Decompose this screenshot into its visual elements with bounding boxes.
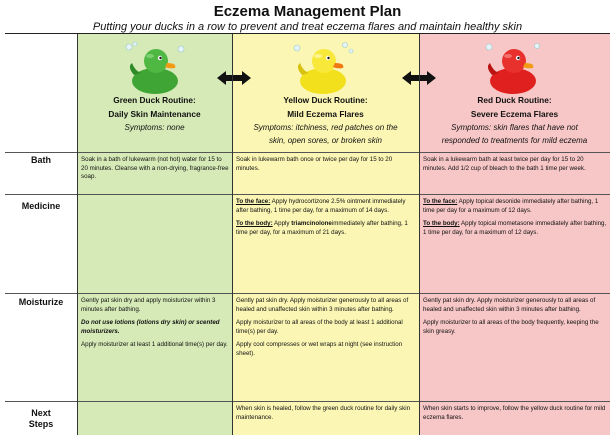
page-title: Eczema Management Plan: [213, 3, 402, 20]
red-subtitle: Severe Eczema Flares: [470, 109, 559, 119]
yellow-body-drug: triamcinolone: [291, 220, 332, 227]
plan-table: [5, 33, 610, 435]
green-subtitle: Daily Skin Maintenance: [108, 109, 201, 119]
red-body-text: Apply topical mometasone immediately after bathing, 1 time per day, for a maximum of 12 days.: [423, 220, 607, 236]
red-face-label: To the face:: [423, 198, 458, 205]
double-arrow-icon: [217, 71, 251, 85]
moisturize-red-cell: [420, 295, 610, 401]
bath-red-cell: Soak in a lukewarm bath at least twice per day for 15 to 20 minutes. Add 1/2 cup of bleach to the bath 1 time per week.: [423, 156, 586, 172]
moisturize-green-p1: Gently pat skin dry and apply moisturizer within 3 minutes after bathing.: [81, 297, 216, 313]
row-label-moisturize: Moisturize: [18, 297, 64, 307]
green-symptoms: Symptoms: none: [124, 123, 185, 132]
green-duck-icon: [125, 41, 187, 97]
next-yellow-cell: When skin is healed, follow the green duck routine for daily skin maintenance.: [236, 405, 411, 421]
moisturize-green-warning: Do not use lotions (lotions dry skin) or scented moisturizers.: [81, 319, 220, 335]
yellow-symptoms-line1: Symptoms: itchiness, red patches on the: [253, 123, 398, 132]
row-label-bath: Bath: [31, 155, 51, 165]
red-title: Red Duck Routine:: [477, 95, 552, 105]
red-column-header: [419, 93, 610, 147]
red-body-label: To the body:: [423, 220, 460, 227]
row-divider: [5, 293, 610, 294]
row-label-next-steps: [5, 408, 77, 430]
yellow-title: Yellow Duck Routine:: [283, 95, 368, 105]
red-symptoms-line2: responded to treatments for mild eczema: [441, 136, 588, 145]
red-symptoms-line1: Symptoms: skin flares that have not: [451, 123, 578, 132]
row-divider: [5, 194, 610, 195]
medicine-red-cell: [420, 196, 610, 293]
bath-yellow-cell: Soak in lukewarm bath once or twice per day for 15 to 20 minutes.: [236, 156, 393, 172]
row-divider: [5, 152, 610, 153]
yellow-face-text: Apply hydrocortizone 2.5% ointment immediately after bathing, 1 time per day, for a maximum of 14 days.: [236, 198, 406, 214]
page-subtitle: Putting your ducks in a row to prevent and treat eczema flares and maintain healthy skin: [92, 21, 523, 33]
yellow-body-mid: Apply: [272, 220, 292, 227]
red-face-text: Apply topical desonide immediately after bathing, 1 time per day for a maximum of 12 days.: [423, 198, 599, 214]
moisturize-red-p2: Apply moisturizer to all areas of the body frequently, keeping the skin greasy.: [423, 319, 599, 335]
red-duck-icon: [483, 41, 545, 97]
moisturize-yellow-p3: Apply cool compresses or wet wraps at night (see instruction sheet).: [236, 341, 403, 357]
moisturize-yellow-cell: [233, 295, 419, 401]
green-column-header: [77, 93, 232, 134]
next-label-line1: Next: [31, 408, 51, 418]
next-label-line2: Steps: [28, 419, 54, 429]
yellow-body-text: immediately after bathing, 1 time per day, for a maximum of 21 days.: [236, 220, 408, 236]
moisturize-yellow-p2: Apply moisturizer to all areas of the body at least 1 additional time(s) per day.: [236, 319, 403, 335]
yellow-column-header: [232, 93, 419, 147]
next-red-cell: When skin starts to improve, follow the yellow duck routine for mild eczema flares.: [423, 405, 606, 421]
yellow-symptoms-line2: skin, open sores, or broken skin: [269, 136, 382, 145]
yellow-face-label: To the face:: [236, 198, 271, 205]
moisturize-yellow-p1: Gently pat skin dry. Apply moisturizer generously to all areas of healed and unaffected skin within 3 minutes after bathing.: [236, 297, 409, 313]
bath-green-cell: Soak in a bath of lukewarm (not hot) water for 15 to 20 minutes. Cleanse with a non-drying, fragrance-free soap.: [81, 156, 229, 180]
yellow-subtitle: Mild Eczema Flares: [287, 109, 364, 119]
moisturize-green-cell: [78, 295, 232, 401]
moisturize-red-p1: Gently pat skin dry. Apply moisturizer generously to all areas of healed and unaffected skin within 3 minutes after bathing.: [423, 297, 596, 313]
row-label-medicine: Medicine: [21, 201, 61, 211]
yellow-body-label: To the body:: [236, 220, 273, 227]
green-title: Green Duck Routine:: [113, 95, 196, 105]
yellow-duck-icon: [293, 41, 355, 97]
row-divider: [5, 401, 610, 402]
medicine-yellow-cell: [233, 196, 419, 293]
moisturize-green-p3: Apply moisturizer at least 1 additional time(s) per day.: [81, 341, 228, 348]
